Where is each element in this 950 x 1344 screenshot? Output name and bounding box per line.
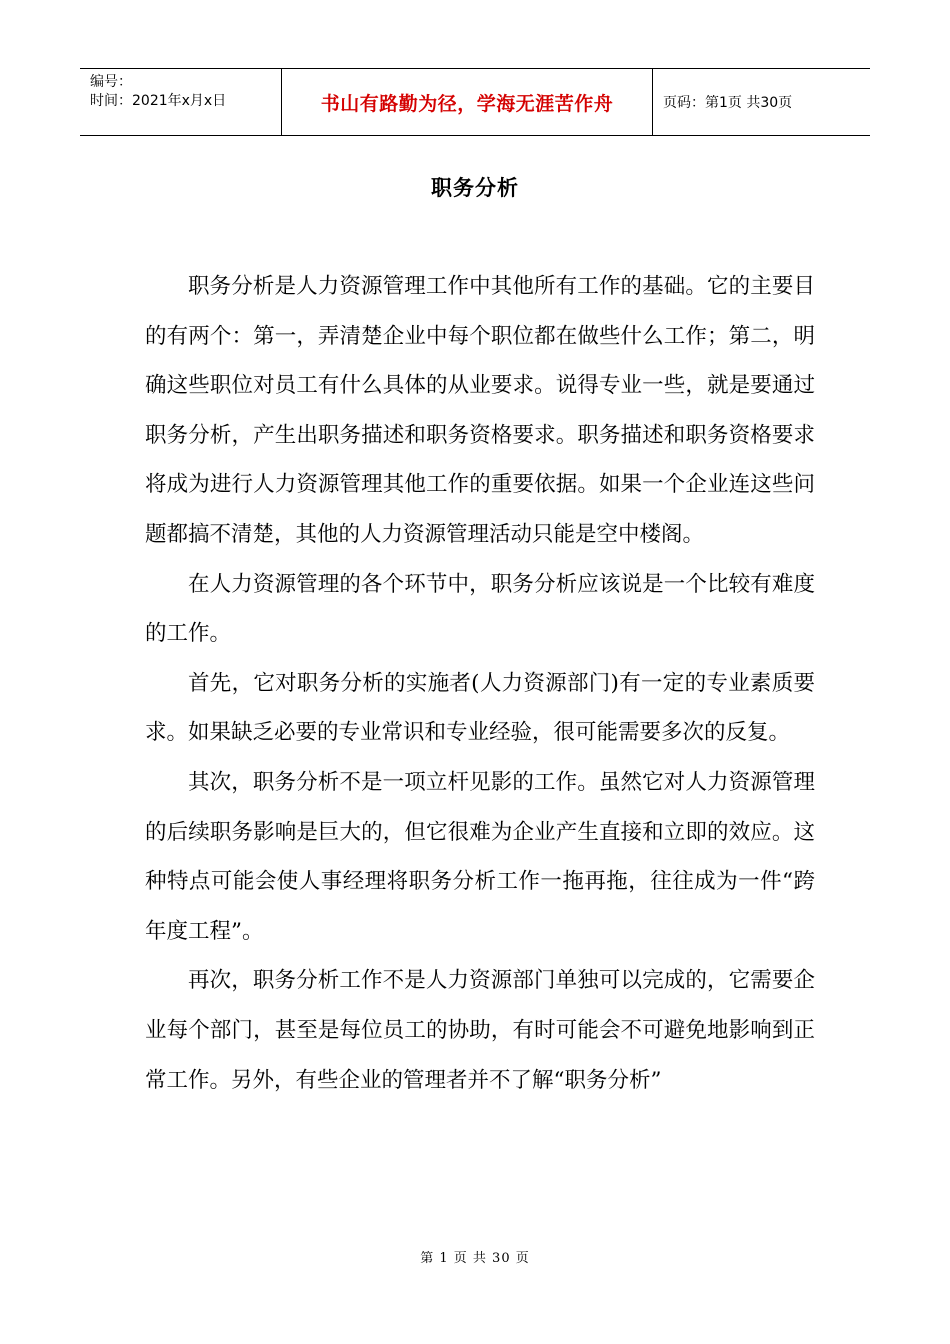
paragraph: 再次，职务分析工作不是人力资源部门单独可以完成的，它需要企业每个部门，甚至是每位员工的协助，有时可能会不可避免地影响到正常工作。另外，有些企业的管理者并不了解“职务分析” bbox=[145, 968, 815, 1093]
paragraph: 首先，它对职务分析的实施者(人力资源部门)有一定的专业素质要求。如果缺乏必要的专业常识和专业经验，很可能需要多次的反复。 bbox=[145, 670, 815, 746]
page-footer: 第 1 页 共 30 页 bbox=[420, 1251, 530, 1266]
page-label: 页码：第1页 共30页 bbox=[663, 95, 793, 111]
header-motto-cell bbox=[282, 69, 653, 135]
header-page-cell bbox=[653, 69, 870, 135]
motto-text: 书山有路勤为径，学海无涯苦作舟 bbox=[320, 92, 614, 115]
document-title: 职务分析 bbox=[431, 176, 519, 200]
header-table bbox=[80, 68, 870, 136]
paragraph: 在人力资源管理的各个环节中，职务分析应该说是一个比较有难度的工作。 bbox=[145, 571, 815, 647]
time-label: 时间：2021年x月x日 bbox=[90, 93, 227, 109]
paragraph: 其次，职务分析不是一项立杆见影的工作。虽然它对人力资源管理的后续职务影响是巨大的，但它很难为企业产生直接和立即的效应。这种特点可能会使人事经理将职务分析工作一拖再拖，往往成为一件“跨年度工程”。 bbox=[145, 769, 815, 944]
paragraph: 职务分析是人力资源管理工作中其他所有工作的基础。它的主要目的有两个：第一，弄清楚企业中每个职位都在做些什么工作；第二，明确这些职位对员工有什么具体的从业要求。说得专业一些，就是要通过职务分析，产生出职务描述和职务资格要求。职务描述和职务资格要求将成为进行人力资源管理其他工作的重要依据。如果一个企业连这些问题都搞不清楚，其他的人力资源管理活动只能是空中楼阁。 bbox=[145, 274, 815, 547]
document-body bbox=[145, 262, 815, 1105]
number-label: 编号： bbox=[90, 74, 132, 90]
header-meta-cell bbox=[80, 69, 282, 135]
